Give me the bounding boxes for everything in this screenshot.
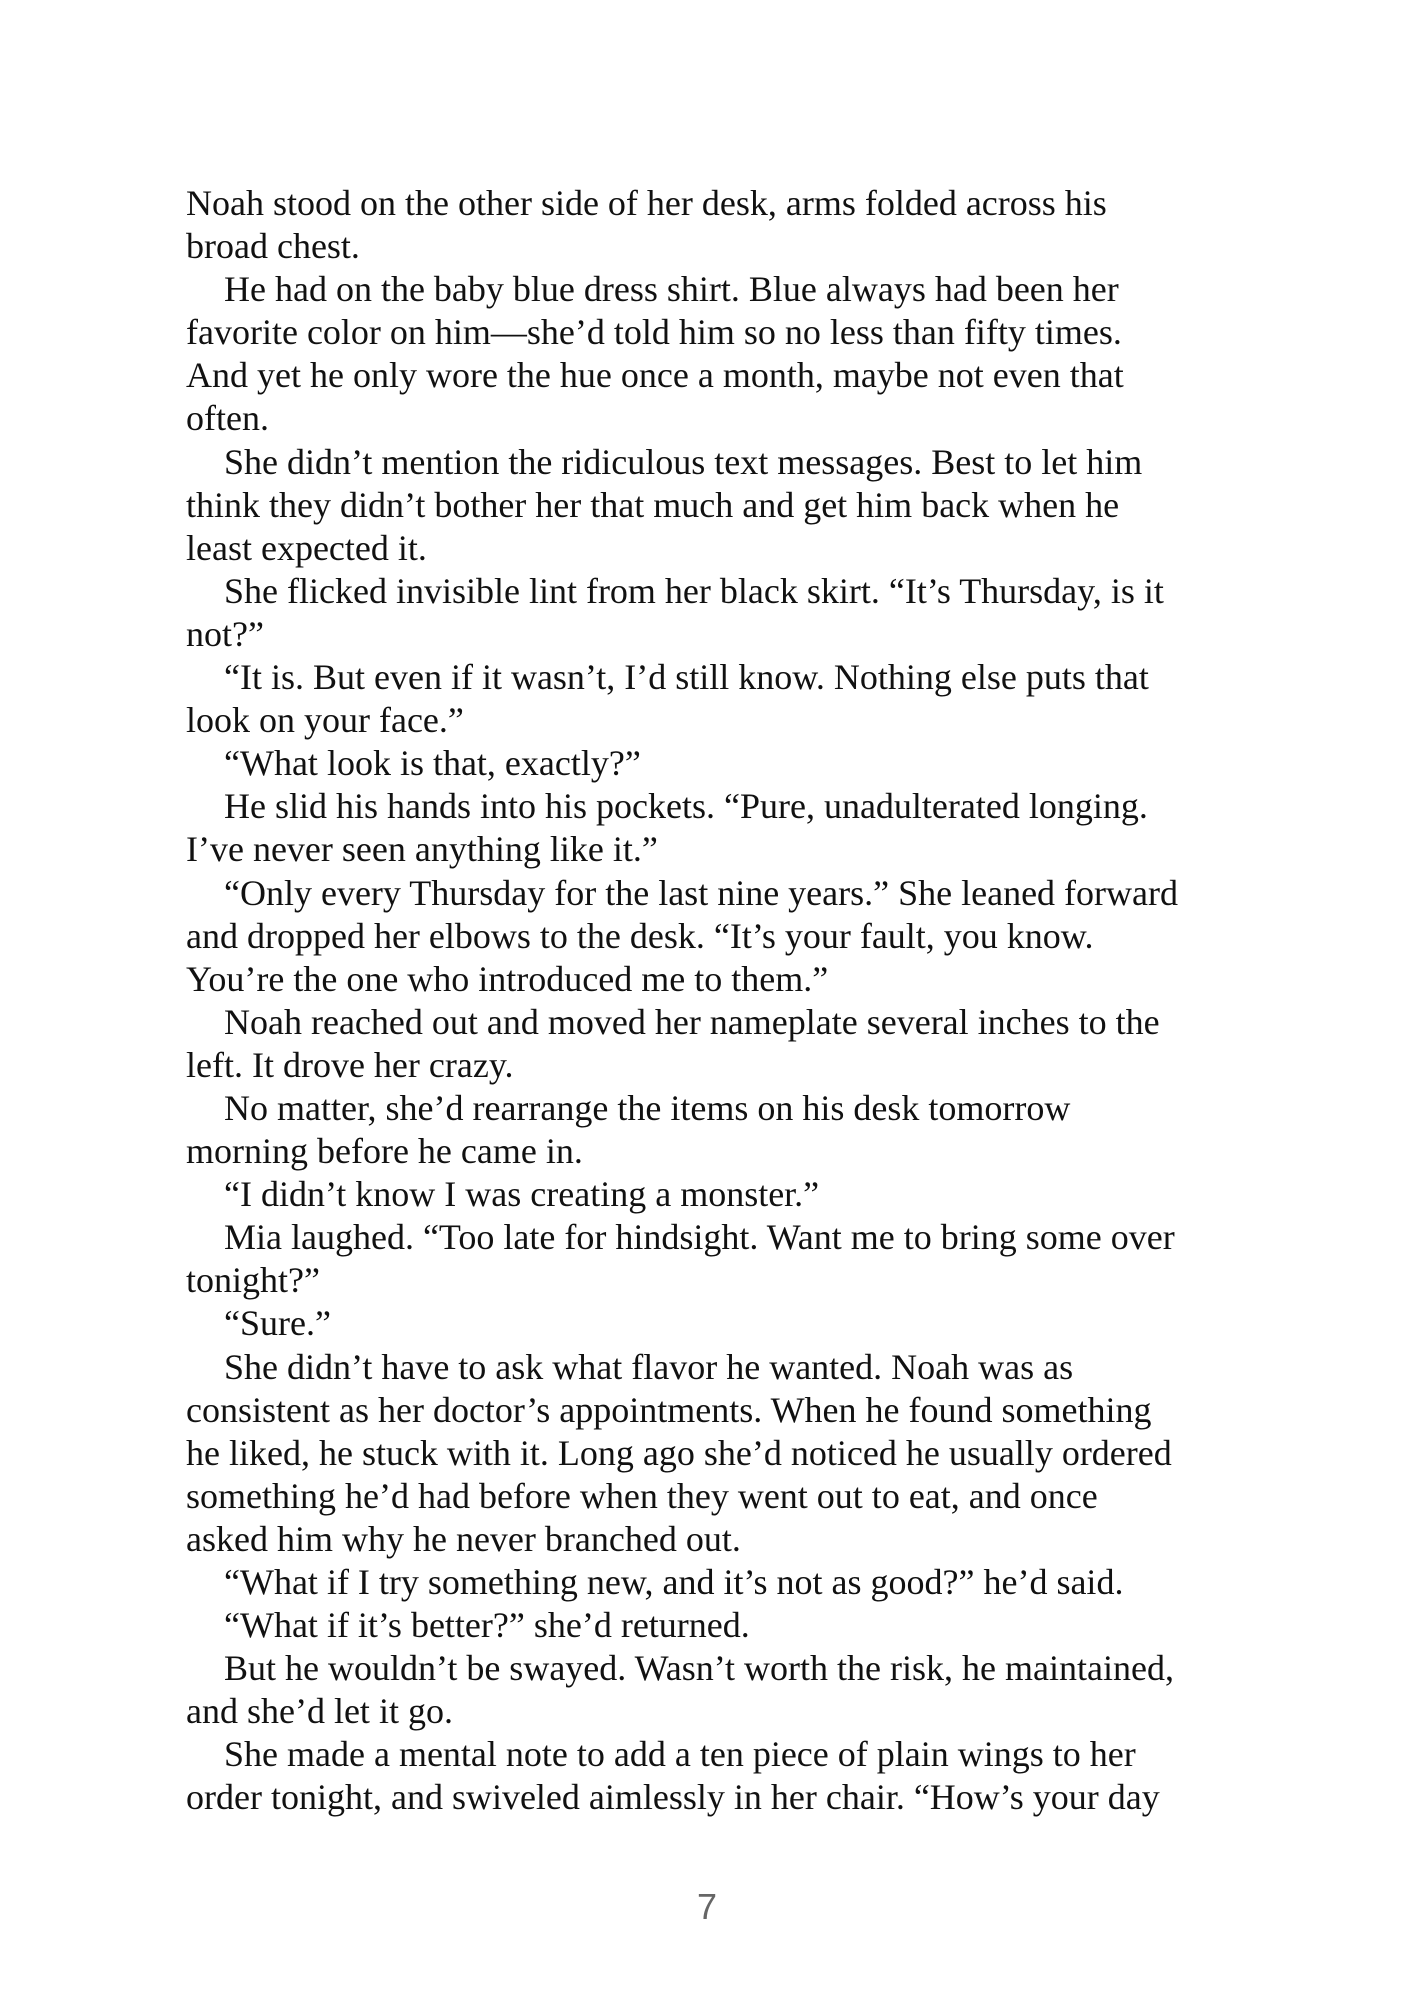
text-line: He slid his hands into his pockets. “Pure, unadulterated longing. [224,786,1148,827]
page-number: 7 [696,1886,718,1927]
text-line: Noah reached out and moved her nameplate several inches to the [224,1001,1160,1042]
text-line: order tonight, and swiveled aimlessly in her chair. “How’s your day [186,1777,1160,1818]
text-line: something he’d had before when they went out to eat, and once [186,1475,1098,1516]
text-line: think they didn’t bother her that much and get him back when he [186,484,1120,525]
text-line: She flicked invisible lint from her black skirt. “It’s Thursday, is it [224,570,1164,611]
text-line: left. It drove her crazy. [186,1044,514,1085]
text-line: “I didn’t know I was creating a monster.” [224,1174,820,1215]
text-line: and dropped her elbows to the desk. “It’s your fault, you know. [186,915,1094,956]
text-line: I’ve never seen anything like it.” [186,829,658,870]
text-line: “What if I try something new, and it’s not as good?” he’d said. [224,1562,1124,1602]
text-line: No matter, she’d rearrange the items on his desk tomorrow [224,1087,1071,1128]
text-line: “Sure.” [224,1303,331,1344]
text-line: Mia laughed. “Too late for hindsight. Want me to bring some over [224,1217,1175,1258]
body-text [186,182,1266,1820]
text-line: tonight?” [186,1260,320,1301]
text-line: But he wouldn’t be swayed. Wasn’t worth the risk, he maintained, [224,1648,1174,1689]
text-line: favorite color on him—she’d told him so no less than fifty times. [186,312,1122,353]
text-line: “What look is that, exactly?” [224,743,641,784]
text-line: morning before he came in. [186,1131,583,1172]
text-line: he liked, he stuck with it. Long ago she’d noticed he usually ordered [186,1432,1172,1473]
text-line: Noah stood on the other side of her desk, arms folded across his [186,183,1107,223]
text-line: She didn’t mention the ridiculous text messages. Best to let him [224,441,1143,482]
text-line: consistent as her doctor’s appointments. When he found something [186,1389,1152,1430]
text-line: look on your face.” [186,700,464,741]
text-line: She made a mental note to add a ten piece of plain wings to her [224,1734,1136,1775]
text-line: broad chest. [186,226,360,267]
text-line: not?” [186,613,264,654]
text-line: “It is. But even if it wasn’t, I’d still know. Nothing else puts that [224,657,1149,698]
text-line: asked him why he never branched out. [186,1518,741,1559]
text-line: “What if it’s better?” she’d returned. [224,1605,750,1646]
text-line: And yet he only wore the hue once a month, maybe not even that [186,355,1124,396]
text-line: often. [186,398,269,439]
text-line: She didn’t have to ask what flavor he wanted. Noah was as [224,1346,1074,1387]
text-line: You’re the one who introduced me to them.” [186,958,829,999]
text-line: He had on the baby blue dress shirt. Blue always had been her [224,269,1119,310]
text-line: least expected it. [186,527,427,568]
text-line: and she’d let it go. [186,1691,453,1732]
text-line: “Only every Thursday for the last nine years.” She leaned forward [224,872,1178,913]
